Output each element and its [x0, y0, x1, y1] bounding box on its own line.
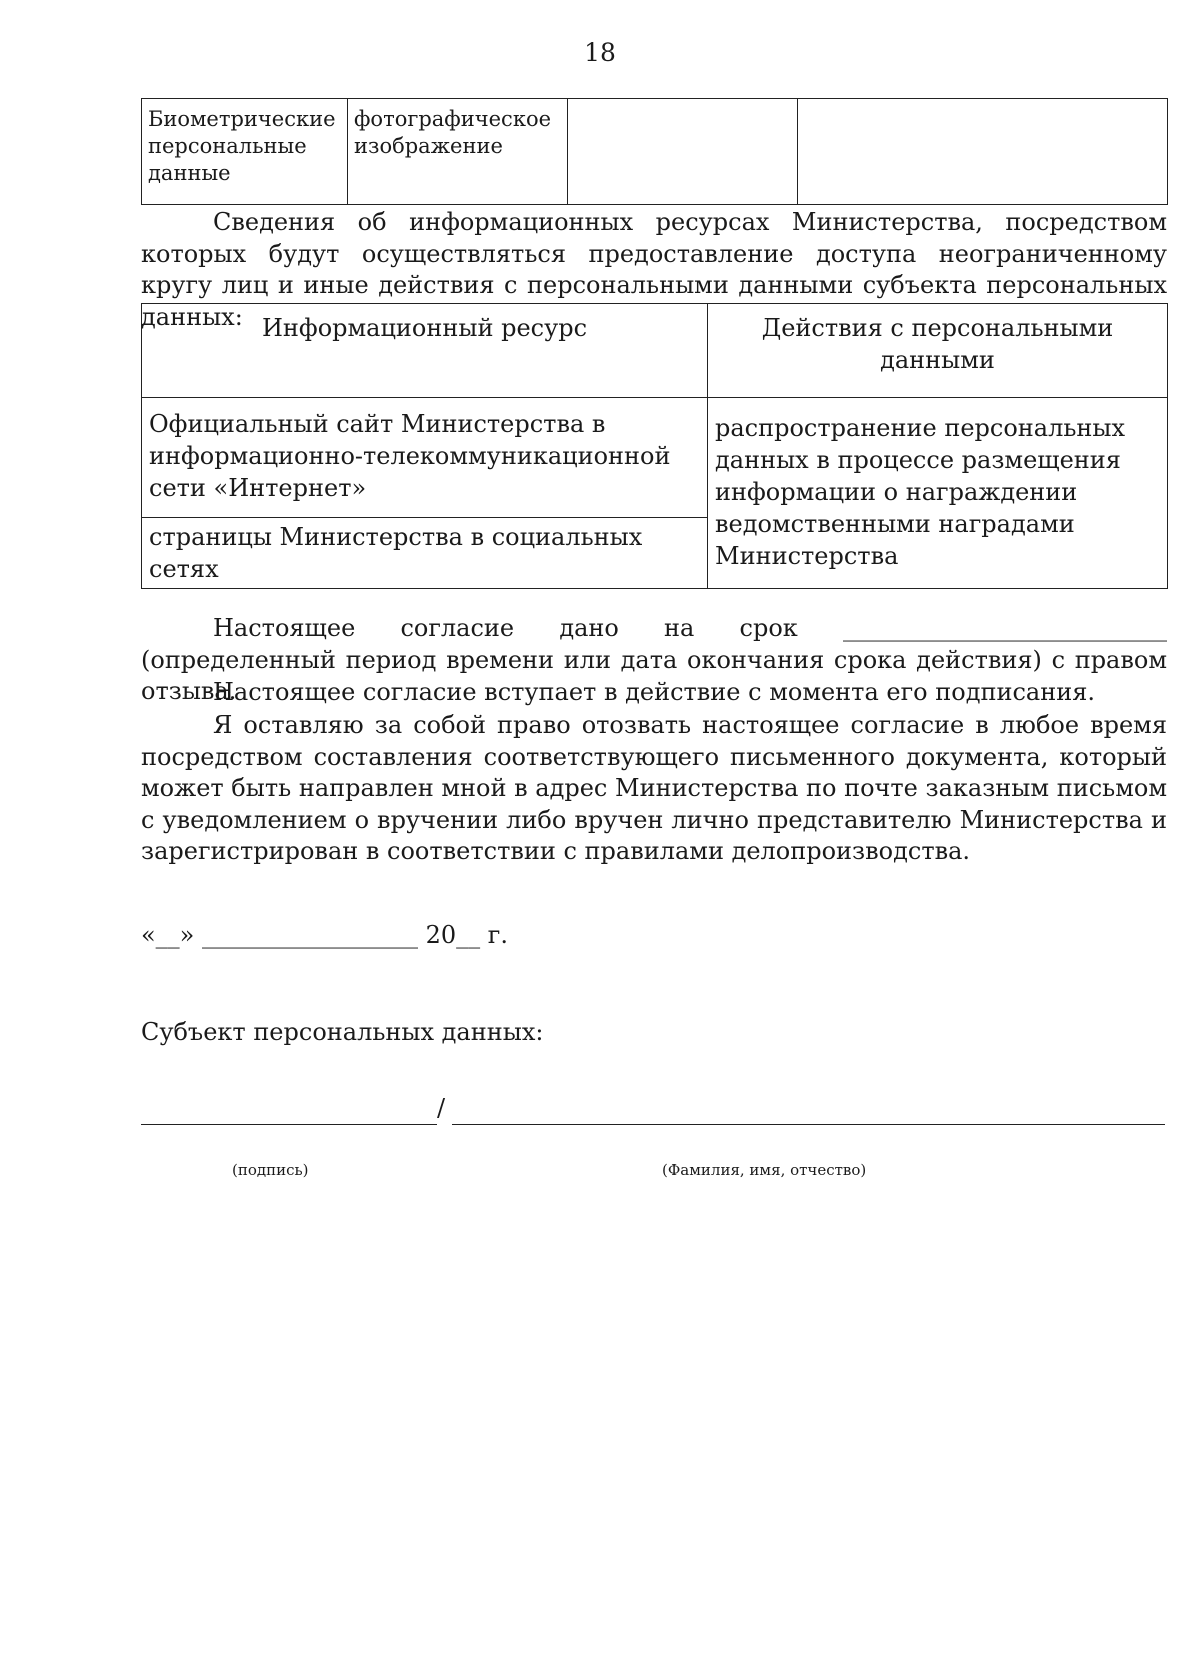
consent-term-start: Настоящее согласие дано на срок	[213, 614, 798, 642]
signature-line	[141, 1124, 437, 1125]
table-header-row	[142, 304, 1168, 398]
page-number: 18	[584, 38, 616, 67]
category-cell: Биометрические персональные данные	[142, 99, 348, 205]
actions-cell: распространение персональных данных в процессе размещения информации о награждении ведомственными наградами Министерства	[708, 398, 1168, 589]
empty-cell	[798, 99, 1168, 205]
information-resources-table	[141, 303, 1168, 589]
consent-effective-paragraph: Настоящее согласие вступает в действие с момента его подписания.	[213, 678, 1095, 706]
resource-cell: Официальный сайт Министерства в информационно-телекоммуникационной сети «Интернет»	[142, 398, 708, 518]
name-caption: (Фамилия, имя, отчество)	[662, 1161, 867, 1179]
consent-term-blank: ___________________________	[843, 614, 1167, 642]
date-line: «__» __________________ 20__ г.	[141, 921, 508, 949]
resource-cell: страницы Министерства в социальных сетях	[142, 518, 708, 589]
table-row	[142, 99, 1168, 205]
consent-revoke-paragraph: Я оставляю за собой право отозвать настоящее согласие в любое время посредством составления соответствующего письменного документа, который может быть направлен мной в адрес Министерства по почте заказным письмом с уведомлением о вручении либо вручен лично представителю Министерства и зарегистрирован в соответствии с правилами делопроизводства.	[141, 711, 1167, 865]
signature-slash: /	[437, 1094, 446, 1122]
subject-label: Субъект персональных данных:	[141, 1018, 544, 1046]
resources-intro: Сведения об информационных ресурсах Министерства, посредством которых будут осуществляться предоставление доступа неограниченному кругу лиц и иные действия с персональными данными субъекта персональных данных:	[141, 208, 1167, 331]
signature-caption: (подпись)	[232, 1161, 309, 1179]
column-header-actions: Действия с персональными данными	[708, 304, 1168, 398]
column-header-resource: Информационный ресурс	[142, 304, 708, 398]
consent-term-end: (определенный период времени или дата окончания срока действия) с правом отзыва.	[141, 645, 1167, 705]
data-list-cell: фотографическое изображение	[348, 99, 568, 205]
empty-cell	[568, 99, 798, 205]
name-line	[452, 1124, 1165, 1125]
table-row	[142, 398, 1168, 518]
biometric-data-table	[141, 98, 1168, 205]
